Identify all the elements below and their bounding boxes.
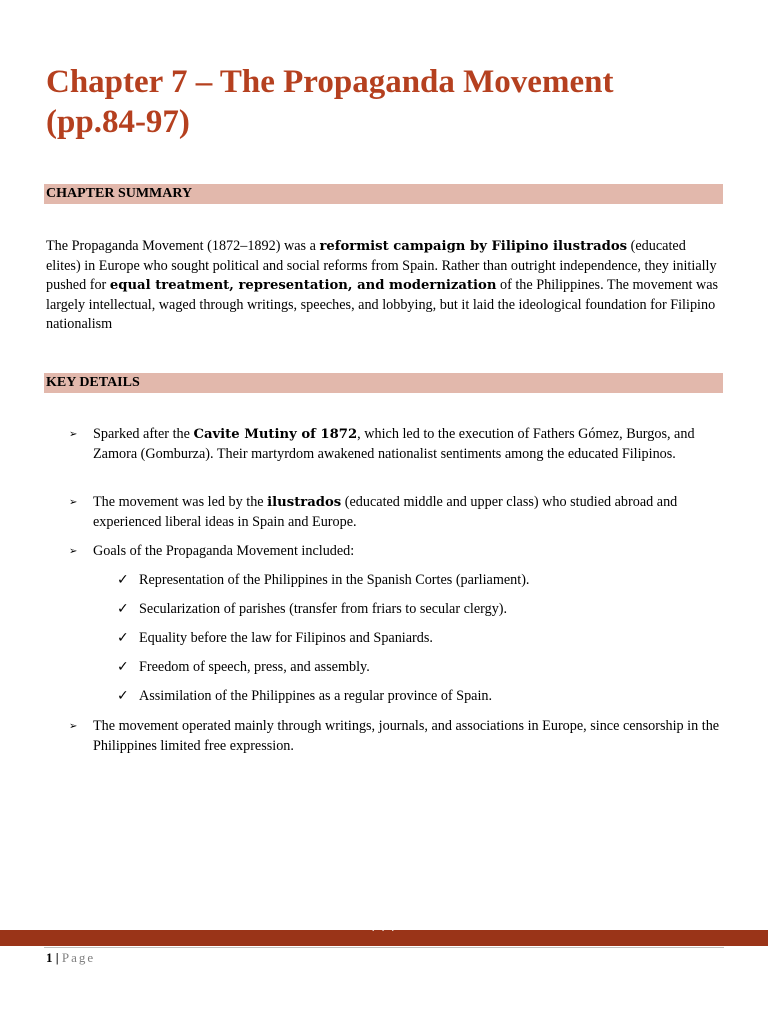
- list-item: ➢ The movement operated mainly through writings, journals, and associations in Europe, since censorship in the Philippines limited free expression.: [69, 718, 720, 754]
- page-separator: |: [52, 950, 62, 965]
- checkmark-icon: ✓: [117, 572, 129, 588]
- checkmark-icon: ✓: [117, 688, 129, 704]
- list-item: ➢ Goals of the Propaganda Movement included:: [93, 542, 733, 562]
- goal-item: ✓ Assimilation of the Philippines as a regular province of Spain.: [139, 687, 739, 707]
- checkmark-icon: ✓: [117, 601, 129, 617]
- goal-item: ✓ Representation of the Philippines in the Spanish Cortes (parliament).: [139, 571, 739, 591]
- checkmark-icon: ✓: [117, 630, 129, 646]
- goal-item: ✓ Secularization of parishes (transfer from friars to secular clergy).: [139, 600, 739, 620]
- checkmark-icon: ✓: [117, 659, 129, 675]
- page-word: Page: [61, 950, 96, 965]
- arrow-bullet-icon: ➢: [69, 429, 78, 440]
- title-line-1: Chapter 7 – The Propaganda Movement: [46, 64, 614, 100]
- arrow-bullet-icon: ➢: [69, 546, 78, 557]
- page-number: [46, 950, 95, 966]
- document-title: [46, 62, 726, 142]
- arrow-bullet-icon: ➢: [69, 721, 78, 732]
- list-item: ➢ Sparked after the Cavite Mutiny of 1872, which led to the execution of Fathers Gómez, Burgos, and Zamora (Gomburza). Their martyrdom awakened nationalist sentiments among the educated Filipinos.: [69, 426, 695, 462]
- chapter-summary-heading: CHAPTER SUMMARY: [44, 184, 723, 204]
- page-number-value: 1: [46, 950, 53, 965]
- arrow-bullet-icon: ➢: [69, 497, 78, 508]
- title-line-2: (pp.84-97): [46, 104, 190, 140]
- footer-bar: [0, 926, 768, 946]
- list-item: ➢ The movement was led by the ilustrados (educated middle and upper class) who studied abroad and experienced liberal ideas in Spain and Europe.: [69, 494, 678, 530]
- footer-dots: · · ·: [371, 926, 397, 937]
- key-details-heading: KEY DETAILS: [44, 373, 723, 393]
- goal-item: ✓ Freedom of speech, press, and assembly.: [139, 658, 739, 678]
- summary-bold-2: equal treatment, representation, and modernization: [109, 278, 497, 294]
- footer-divider: [44, 947, 724, 948]
- goal-item: ✓ Equality before the law for Filipinos and Spaniards.: [139, 629, 739, 649]
- summary-paragraph: The Propaganda Movement (1872–1892) was a reformist campaign by Filipino ilustrados (educated elites) in Europe who sought political and social reforms from Spain. Rather than outright independence, they initially pushed for equal treatment, representation, and modernization of the Philippines. The movement was largely intellectual, waged through writings, speeches, and lobbying, but it laid the ideological foundation for Filipino nationalism: [46, 238, 719, 333]
- summary-bold-1: reformist campaign by Filipino ilustrados: [319, 239, 628, 254]
